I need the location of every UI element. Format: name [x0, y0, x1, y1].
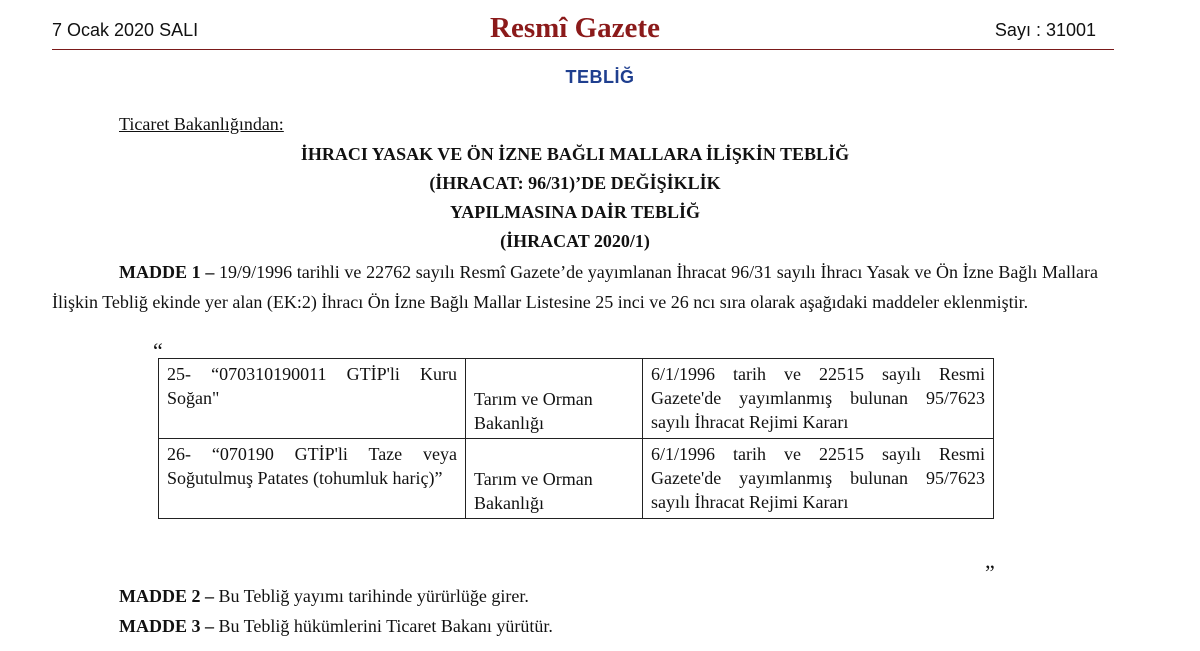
issuing-ministry: Ticaret Bakanlığından:	[119, 114, 284, 134]
goods-list-table	[158, 358, 994, 519]
authority-cell: Tarım ve Orman Bakanlığı	[466, 439, 643, 519]
article-3	[119, 612, 1019, 640]
article-text: Bu Tebliğ yayımı tarihinde yürürlüğe girer.	[214, 586, 529, 606]
article-label: MADDE 3 –	[119, 616, 214, 636]
article-text: Bu Tebliğ hükümlerini Ticaret Bakanı yürütür.	[214, 616, 553, 636]
article-text: 19/9/1996 tarihli ve 22762 sayılı Resmî Gazete’de yayımlanan İhracat 96/31 sayılı İhracı Yasak ve Ön İzne Bağlı Mallara İlişkin Tebliğ ekinde yer alan (EK:2) İhracı Ön İzne Bağlı Mallar Listesine 25 inci ve 26 ncı sıra olarak aşağıdaki maddeler eklenmiştir.	[52, 262, 1098, 312]
header-divider	[52, 49, 1114, 50]
reference-cell: 6/1/1996 tarih ve 22515 sayılı Resmi Gazete'de yayımlanmış bulunan 95/7623 sayılı İhracat Rejimi Kararı	[643, 359, 994, 439]
table-row	[159, 359, 994, 439]
table-row	[159, 439, 994, 519]
title-line: YAPILMASINA DAİR TEBLİĞ	[449, 202, 701, 222]
article-2	[119, 582, 1019, 610]
section-title: TEBLİĞ	[565, 67, 635, 87]
item-cell: 25- “070310190011 GTİP'li Kuru Soğan"	[159, 359, 466, 439]
article-label: MADDE 2 –	[119, 586, 214, 606]
article-1	[52, 257, 1098, 317]
opening-quote: “	[153, 338, 163, 363]
regulation-title	[52, 140, 1098, 256]
reference-cell: 6/1/1996 tarih ve 22515 sayılı Resmi Gazete'de yayımlanmış bulunan 95/7623 sayılı İhracat Rejimi Kararı	[643, 439, 994, 519]
gazette-title: Resmî Gazete	[490, 12, 660, 44]
issue-date: 7 Ocak 2020 SALI	[52, 20, 199, 40]
gazette-header	[52, 10, 1098, 50]
closing-quote: ”	[985, 560, 995, 585]
title-line: (İHRACAT 2020/1)	[500, 231, 650, 251]
title-line: İHRACI YASAK VE ÖN İZNE BAĞLI MALLARA İLİŞKİN TEBLİĞ	[300, 144, 850, 164]
article-label: MADDE 1 –	[119, 262, 215, 282]
item-cell: 26- “070190 GTİP'li Taze veya Soğutulmuş Patates (tohumluk hariç)”	[159, 439, 466, 519]
authority-cell: Tarım ve Orman Bakanlığı	[466, 359, 643, 439]
issue-number: Sayı : 31001	[994, 20, 1096, 40]
title-line: (İHRACAT: 96/31)’DE DEĞİŞİKLİK	[429, 173, 721, 193]
